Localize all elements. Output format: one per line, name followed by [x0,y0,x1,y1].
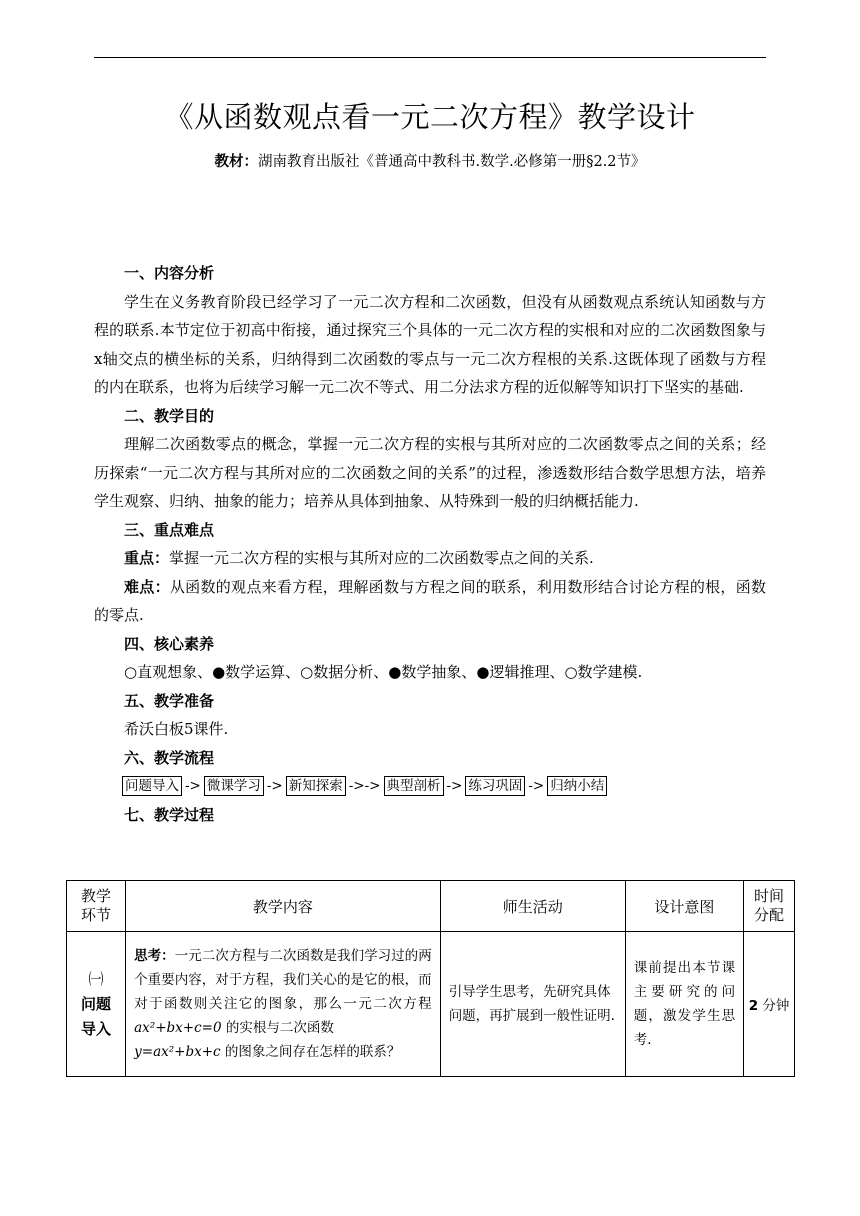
header-intent: 设计意图 [625,881,743,932]
time-cell: 2 分钟 [744,932,795,1077]
flow-arrow: -> [185,778,201,794]
section-heading-preparation: 五、教学准备 [124,691,215,710]
flow-arrow: -> [528,778,545,794]
header-content: 教学内容 [126,881,441,932]
preparation-text: 希沃白板5课件. [124,720,229,738]
activity-cell: 引导学生思考，先研究具体问题，再扩展到一般性证明. [440,932,625,1077]
flow-step-4: 典型剖析 [384,776,444,796]
flow-arrow: -> [266,778,283,794]
section-heading-content-analysis: 一、内容分析 [124,264,215,282]
key-point-label: 重点： [124,549,170,567]
section-heading-core-literacy: 四、核心素养 [124,634,215,653]
content-cell: 思考：一元二次方程与二次函数是我们学习过的两个重要内容，对于方程，我们关心的是它的根，而对于函数则关注它的图象，那么一元二次方程 ax²+bx+c=0 的实根与二次函数 y=ax²+bx+c 的图象之间存在怎样的联系？ [126,932,441,1077]
header-time: 时间 分配 [744,881,795,932]
core-literacy-text: ○直观想象、●数学运算、○数据分析、●数学抽象、●逻辑推理、○数学建模. [124,663,643,681]
equation-quadratic: ax²+bx+c=0 [134,1020,222,1036]
intent-cell: 课前提出本节课主要研究的问题，激发学生思考. [625,932,743,1077]
table-row [67,932,795,1077]
equation-function: y=ax²+bx+c [134,1044,221,1060]
flow-arrow: -> [446,778,463,794]
page-title: 《从函数观点看一元二次方程》教学设计 [164,100,696,134]
flow-step-3: 新知探索 [286,776,346,796]
objectives-text: 理解二次函数零点的概念，掌握一元二次方程的实根与其所对应的二次函数零点之间的关系；经历探索“一元二次方程与其所对应的二次函数之间的关系”的过程，渗透数形结合数学思想方法，培养学生观察、归纳、抽象的能力；培养从具体到抽象、从特殊到一般的归纳概括能力. [94,435,766,510]
section-heading-process: 七、教学过程 [124,805,215,824]
flow-step-6: 归纳小结 [547,776,607,796]
flow-step-1: 问题导入 [122,776,182,796]
teaching-process-table [66,880,795,1077]
difficult-point-text: 从函数的观点来看方程，理解函数与方程之间的联系，利用数形结合讨论方程的根，函数的零点. [94,577,766,624]
flow-arrow: ->-> [348,778,381,794]
stage-cell: ㈠ 问题 导入 [67,932,126,1077]
key-point [94,544,766,573]
textbook-source [0,150,860,171]
key-point-text: 掌握一元二次方程的实根与其所对应的二次函数零点之间的关系. [169,549,594,567]
header-stage: 教学 环节 [67,881,126,932]
header-rule [94,57,766,58]
content-analysis-text: 学生在义务教育阶段已经学习了一元二次方程和二次函数，但没有从函数观点系统认知函数与方程的联系.本节定位于初高中衔接，通过探究三个具体的一元二次方程的实根和对应的二次函数图象与x轴交点的横坐标的关系，归纳得到二次函数的零点与一元二次方程根的关系.这既体现了函数与方程的内在联系，也将为后续学习解一元二次不等式、用二分法求方程的近似解等知识打下坚实的基础. [94,292,766,396]
section-heading-key-points: 三、重点难点 [124,520,215,539]
flow-step-2: 微课学习 [204,776,264,796]
section-heading-objectives: 二、教学目的 [124,406,215,425]
header-activity: 师生活动 [440,881,625,932]
teaching-flow [94,772,766,801]
textbook-label: 教材： [214,154,258,170]
table-header-row [67,881,795,932]
difficult-point [94,573,766,630]
difficult-point-label: 难点： [124,577,170,596]
stage-number: ㈠ [88,969,104,988]
textbook-text: 湖南教育出版社《普通高中教科书.数学.必修第一册§2.2节》 [257,154,646,170]
document-body [94,259,766,829]
think-label: 思考： [134,948,175,964]
section-heading-flow: 六、教学流程 [124,748,215,767]
flow-step-5: 练习巩固 [465,776,525,796]
